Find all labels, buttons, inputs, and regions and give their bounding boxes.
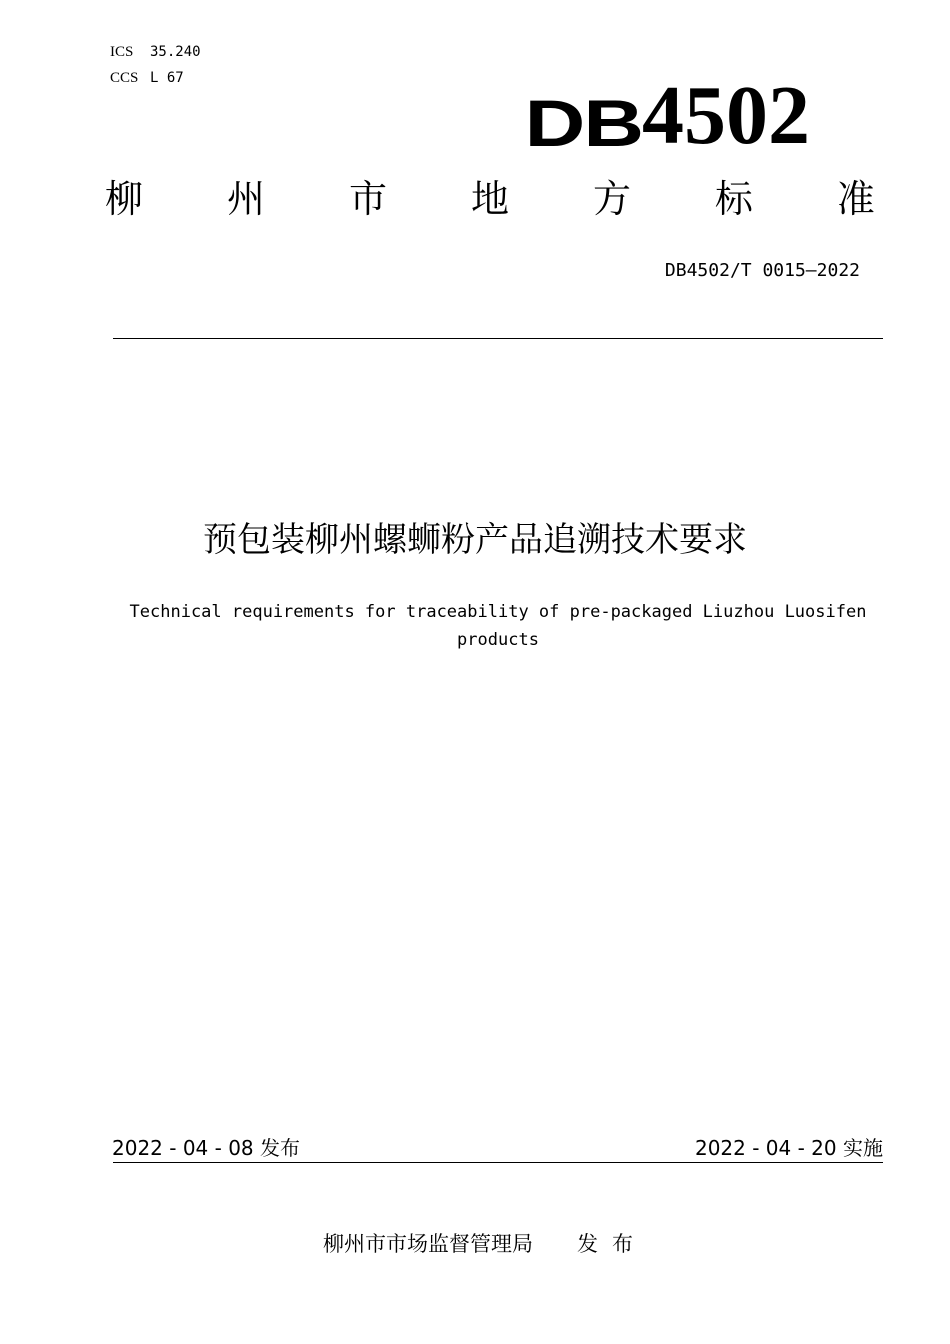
top-divider — [113, 338, 883, 339]
title-english — [112, 598, 884, 654]
standard-mark — [524, 69, 810, 162]
standard-type-char: 标 — [714, 177, 753, 221]
standard-type-char: 市 — [348, 177, 387, 221]
title-chinese: 预包装柳州螺蛳粉产品追溯技术要求 — [203, 520, 747, 560]
ccs-value: L 67 — [150, 70, 184, 86]
ccs-code — [110, 70, 184, 87]
standard-number: DB4502/T 0015—2022 — [664, 260, 860, 281]
standard-type-char: 柳 — [105, 177, 144, 221]
standard-type-char: 方 — [592, 177, 631, 221]
release-date: 2022 - 04 - 08 发布 — [112, 1136, 301, 1160]
standard-type-char: 地 — [470, 177, 509, 221]
ics-label: ICS — [110, 44, 134, 60]
title-english-line: Technical requirements for traceability of pre-packaged Liuzhou Luosifen — [129, 602, 867, 622]
publisher-action: 发布 — [577, 1232, 647, 1256]
standard-mark-prefix: DB — [524, 86, 642, 160]
publisher — [323, 1228, 647, 1258]
ics-code — [110, 44, 201, 61]
title-english-line: products — [457, 630, 539, 650]
ics-value: 35.240 — [150, 44, 201, 60]
standard-type — [105, 177, 875, 221]
standard-type-char: 准 — [836, 177, 875, 221]
ccs-label: CCS — [110, 70, 139, 86]
implementation-date: 2022 - 04 - 20 实施 — [694, 1136, 883, 1160]
publisher-name: 柳州市市场监督管理局 — [323, 1232, 533, 1256]
bottom-divider — [113, 1162, 883, 1163]
standard-type-char: 州 — [226, 177, 265, 221]
standard-mark-code: 4502 — [642, 69, 810, 162]
